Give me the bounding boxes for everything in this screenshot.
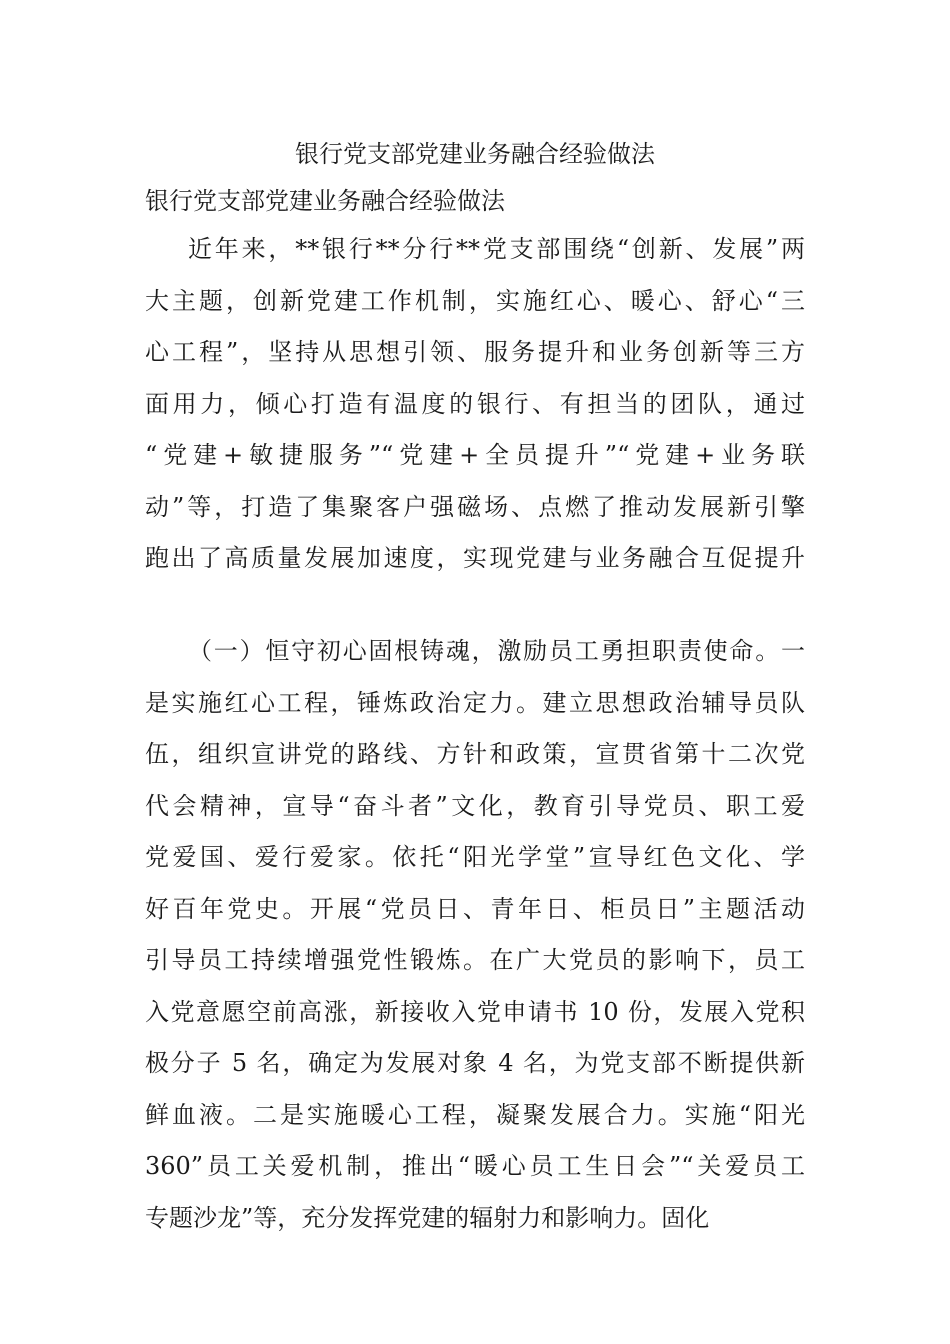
document-title: 银行党支部党建业务融合经验做法 — [295, 140, 655, 168]
paragraph-section-one — [145, 626, 805, 1244]
text-line: 心工程”，坚持从思想引领、服务提升和业务创新等三方 — [145, 338, 805, 366]
text-line: “党建+敏捷服务”“党建+全员提升”“党建+业务联 — [145, 441, 805, 469]
text-line: 面用力，倾心打造有温度的银行、有担当的团队，通过 — [145, 389, 805, 418]
text-line: 入党意愿空前高涨，新接收入党申请书 10 份，发展入党积 — [145, 997, 805, 1026]
text-line: 360”员工关爱机制，推出“暖心员工生日会”“关爱员工 — [145, 1152, 805, 1180]
text-line: 鲜血液。二是实施暖心工程，凝聚发展合力。实施“阳光 — [145, 1100, 805, 1129]
text-line: 党爱国、爱行爱家。依托“阳光学堂”宣导红色文化、学 — [145, 843, 805, 871]
text-line: 动”等，打造了集聚客户强磁场、点燃了推动发展新引擎 — [145, 492, 805, 521]
text-line: 极分子 5 名，确定为发展对象 4 名，为党支部不断提供新 — [145, 1049, 805, 1077]
text-line: 引导员工持续增强党性锻炼。在广大党员的影响下，员工 — [145, 946, 805, 974]
text-line: 跑出了高质量发展加速度，实现党建与业务融合互促提升 — [145, 544, 805, 572]
text-line: 伍，组织宣讲党的路线、方针和政策，宣贯省第十二次党 — [145, 740, 805, 768]
paragraph-intro — [145, 224, 805, 585]
text-line: 好百年党史。开展“党员日、青年日、柜员日”主题活动 — [145, 894, 805, 923]
document-subtitle: 银行党支部党建业务融合经验做法 — [145, 187, 505, 215]
text-line: （一）恒守初心固根铸魂，激励员工勇担职责使命。一 — [188, 637, 805, 665]
text-line: 是实施红心工程，锤炼政治定力。建立思想政治辅导员队 — [145, 688, 805, 717]
text-line: 代会精神，宣导“奋斗者”文化，教育引导党员、职工爱 — [145, 791, 805, 820]
text-line: 近年来，**银行**分行**党支部围绕“创新、发展”两 — [188, 235, 805, 263]
text-line: 专题沙龙”等，充分发挥党建的辐射力和影响力。固化 — [145, 1203, 710, 1232]
text-line: 大主题，创新党建工作机制，实施红心、暖心、舒心“三 — [145, 286, 805, 315]
